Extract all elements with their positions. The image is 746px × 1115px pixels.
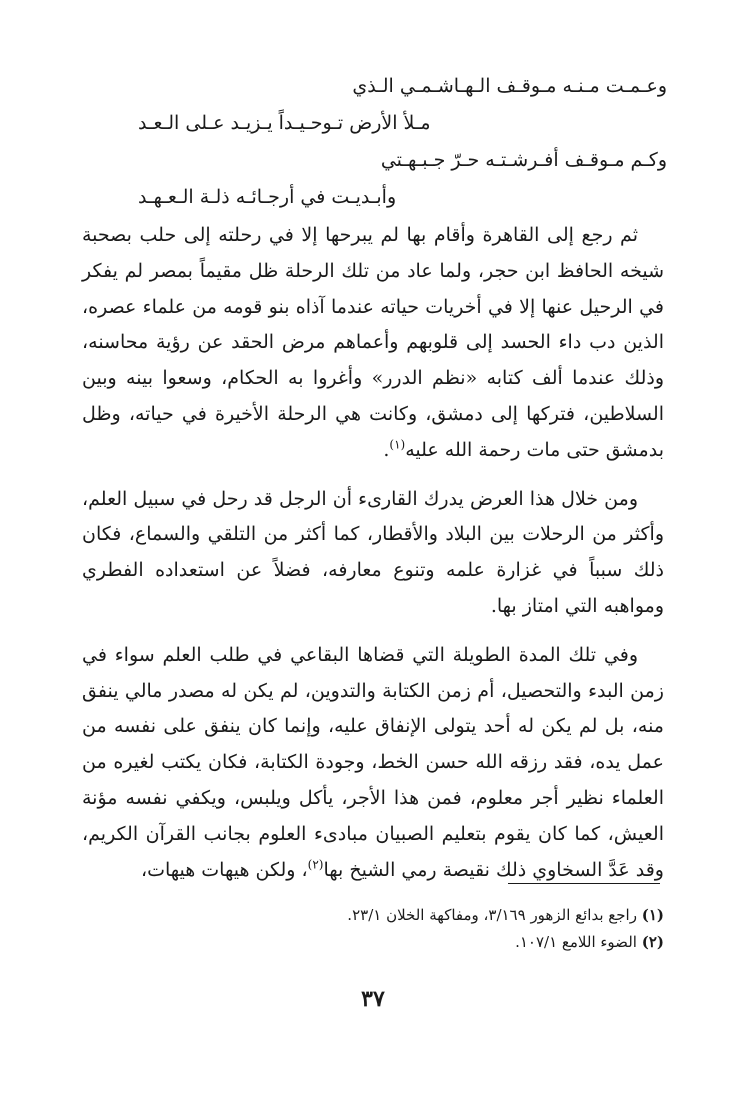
paragraph bbox=[82, 218, 664, 469]
page-number: ٣٧ bbox=[361, 986, 385, 1012]
paragraph-tail: ، ولكن هيهات هيهات، bbox=[140, 858, 308, 881]
footnote-text: الضوء اللامع ١٠٧/١. bbox=[515, 933, 637, 951]
paragraph-tail: . bbox=[383, 438, 390, 461]
paragraph bbox=[82, 482, 664, 625]
footnote-text: راجع بدائع الزهور ٣/١٦٩، ومفاكهة الخلان ٢٣/١. bbox=[347, 906, 637, 924]
footnote-reference: (٢) bbox=[307, 857, 324, 872]
footnote bbox=[82, 929, 664, 956]
poem-verse: وعـمـت مـنـه مـوقـف الـهـاشـمـي الـذي bbox=[352, 75, 667, 97]
footnote-divider bbox=[508, 883, 660, 884]
footnotes bbox=[82, 902, 664, 956]
poem-verse: وكـم مـوقـف أفـرشـتـه حـرّ جـبـهـتي bbox=[380, 149, 667, 171]
poem-block bbox=[130, 68, 675, 216]
paragraph bbox=[82, 638, 664, 889]
poem-verse: وأبـديـت في أرجـائـه ذلـة الـعـهـد bbox=[138, 186, 397, 208]
paragraph-text: وفي تلك المدة الطويلة التي قضاها البقاعي في طلب العلم سواء في زمن البدء والتحصيل، أم زمن الكتابة والتدوين، لم يكن له مصدر مالي ينفق منه، بل لم يكن له أحد يتولى الإنفاق عليه، وإنما كان ينفق على نفسه من عمل يده، فقد رزقه الله حسن الخط، وجودة الكتابة، فكان يكتب لغيره من العلماء نظير أجر معلوم، فمن هذا الأجر، يأكل ويلبس، ويكفي نفسه مؤنة العيش، كما كان يقوم بتعليم الصبيان مبادىء العلوم بجانب القرآن الكريم، وقد عَدَّ السخاوي ذلك نقيصة رمي الشيخ بها bbox=[82, 643, 664, 881]
footnote-reference: (١) bbox=[389, 437, 406, 452]
footnote bbox=[82, 902, 664, 929]
footnote-number: (٢) bbox=[641, 933, 664, 951]
paragraph-text: ومن خلال هذا العرض يدرك القارىء أن الرجل قد رحل في سبيل العلم، وأكثر من الرحلات بين البلاد والأقطار، كما أكثر من التلقي والسماع، فكان ذلك سبباً في غزارة علمه وتنوع معارفه، فضلاً عن استعداده الفطري ومواهبه التي امتاز بها. bbox=[82, 487, 664, 617]
paragraph-text: ثم رجع إلى القاهرة وأقام بها لم يبرحها إلا في رحلته إلى حلب بصحبة شيخه الحافظ ابن حجر، ولما عاد من تلك الرحلة ظل مقيماً بمصر لم يفكر في الرحيل عنها إلا في أخريات حياته عندما آذاه بنو قومه من علماء عصره، الذين دب داء الحسد إلى قلوبهم وأعماهم مرض الحقد عن رؤية محاسنه، وذلك عندما ألف كتابه «نظم الدرر» وأغروا به الحكام، وسعوا بينه وبين السلاطين، فتركها إلى دمشق، وكانت هي الرحلة الأخيرة في حياته، وظل بدمشق حتى مات رحمة الله عليه bbox=[82, 224, 664, 461]
footnote-number: (١) bbox=[641, 906, 664, 924]
poem-verse: مـلأ الأرض تـوحـيـداً يـزيـد عـلى الـعـد bbox=[138, 112, 431, 134]
body-text bbox=[82, 218, 664, 901]
